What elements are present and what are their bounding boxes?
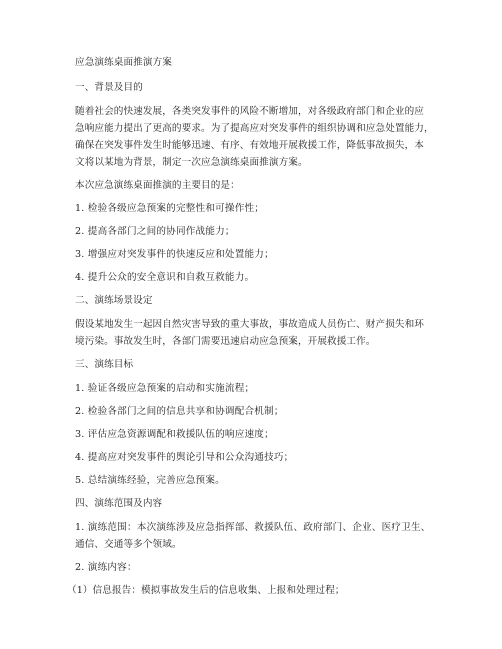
- scope-subitem-1: （1）信息报告：模拟事故发生后的信息收集、上报和处理过程；: [67, 585, 345, 596]
- purpose-item-2: 2. 提高各部门之间的协同作战能力；: [75, 226, 235, 237]
- goal-item-1: 1. 验证各级应急预案的启动和实施流程；: [75, 383, 255, 394]
- scope-item-1-line-1: 1. 演练范围：本次演练涉及应急指挥部、救援队伍、政府部门、企业、医疗卫生、: [75, 522, 431, 533]
- section-heading-background: 一、背景及目的: [75, 82, 143, 93]
- purpose-item-4: 4. 提升公众的安全意识和自救互救能力。: [75, 272, 255, 283]
- goal-item-5: 5. 总结演练经验，完善应急预案。: [75, 475, 225, 486]
- goal-item-4: 4. 提高应对突发事件的舆论引导和公众沟通技巧；: [75, 452, 294, 463]
- section-heading-goals: 三、演练目标: [75, 359, 134, 370]
- background-paragraph-line-1: 随着社会的快速发展，各类突发事件的风险不断增加，对各级政府部门和企业的应: [75, 106, 424, 117]
- document-title: 应急演练桌面推演方案: [75, 57, 172, 68]
- purpose-item-1: 1. 检验各级应急预案的完整性和可操作性；: [75, 203, 265, 214]
- goal-item-2: 2. 检验各部门之间的信息共享和协调配合机制；: [75, 406, 284, 417]
- background-paragraph-line-4: 文将以某地为背景，制定一次应急演练桌面推演方案。: [75, 157, 308, 168]
- scope-item-2: 2. 演练内容：: [75, 562, 137, 573]
- purpose-intro: 本次应急演练桌面推演的主要目的是：: [75, 180, 240, 191]
- purpose-item-3: 3. 增强应对突发事件的快速反应和处置能力；: [75, 249, 274, 260]
- scenario-paragraph-line-1: 假设某地发生一起因自然灾害导致的重大事故，事故造成人员伤亡、财产损失和环: [75, 319, 424, 330]
- background-paragraph-line-3: 确保在突发事件发生时能够迅速、有序、有效地开展救援工作，降低事故损失，本: [75, 140, 424, 151]
- section-heading-scope: 四、演练范围及内容: [75, 498, 163, 509]
- background-paragraph-line-2: 急响应能力提出了更高的要求。为了提高应对突发事件的组织协调和应急处置能力，: [75, 123, 434, 134]
- scope-item-1-line-2: 通信、交通等多个领域。: [75, 539, 182, 550]
- section-heading-scenario: 二、演练场景设定: [75, 295, 153, 306]
- scenario-paragraph-line-2: 境污染。事故发生时，各部门需要迅速启动应急预案，开展救援工作。: [75, 336, 376, 347]
- goal-item-3: 3. 评估应急资源调配和救援队伍的响应速度；: [75, 429, 274, 440]
